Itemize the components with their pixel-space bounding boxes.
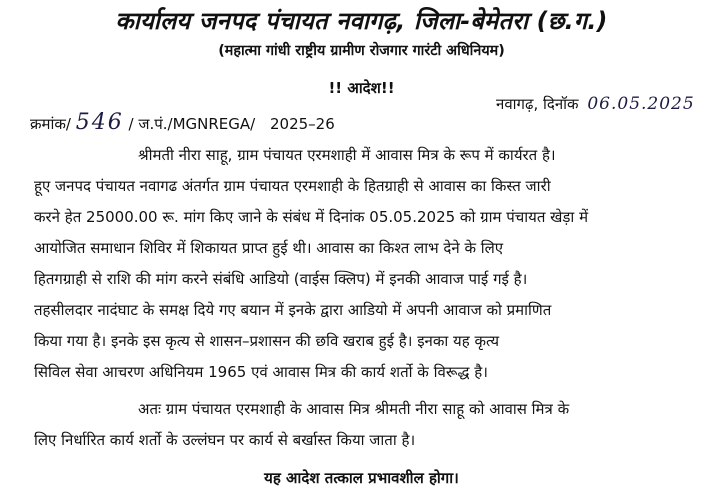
office-title: कार्यालय जनपद पंचायत नवागढ़, जिला-बेमेतरा (छ.ग.) bbox=[115, 7, 608, 35]
body-line: लिए निर्धारित कार्य शर्तो के उल्लंघन पर कार्य से बर्खास्त किया जाता है। bbox=[34, 431, 416, 449]
effective-notice: यह आदेश तत्काल प्रभावशील होगा। bbox=[264, 469, 459, 487]
reference-number-line bbox=[30, 110, 335, 135]
ref-year: 2025–26 bbox=[269, 115, 335, 133]
act-subtitle: (महात्मा गांधी राष्ट्रीय ग्रामीण रोजगार गारंटी अधिनियम) bbox=[218, 43, 505, 59]
order-heading: !! आदेश!! bbox=[328, 79, 395, 97]
body-line: अतः ग्राम पंचायत एरमशाही के आवास मित्र श्रीमती नीरा साहू को आवास मित्र के bbox=[138, 400, 570, 418]
body-line: सिविल सेवा आचरण अधिनियम 1965 एवं आवास मित्र की कार्य शर्तो के विरूद्ध है। bbox=[34, 363, 488, 381]
body-line: किया गया है। इनके इस कृत्य से शासन–प्रशासन की छवि खराब हुई है। इनका यह कृत्य bbox=[34, 332, 500, 350]
place-date-line bbox=[496, 94, 695, 114]
place-date-label: नवागढ़, दिनॉक bbox=[496, 95, 579, 113]
body-line: तहसीलदार नादंघाट के समक्ष दिये गए बयान में इनके द्वारा आडियो में अपनी आवाज को प्रमाणित bbox=[34, 301, 552, 319]
body-line: श्रीमती नीरा साहू, ग्राम पंचायत एरमशाही में आवास मित्र के रूप में कार्यरत है। bbox=[138, 146, 556, 164]
body-line: करने हेत 25000.00 रू. मांग किए जाने के संबंध में दिनांक 05.05.2025 को ग्राम पंचायत खेड़ा में bbox=[34, 208, 589, 226]
order-date-handwritten: 06.05.2025 bbox=[587, 94, 695, 114]
ref-number-handwritten: 546 bbox=[75, 110, 124, 135]
body-line: हूए जनपद पंचायत नवागढ अंतर्गत ग्राम पंचायत एरमशाही के हितग्राही से आवास का किस्त जारी bbox=[34, 177, 551, 195]
body-line: आयोजित समाधान शिविर में शिकायत प्राप्त हुई थी। आवास का किश्त लाभ देने के लिए bbox=[34, 239, 504, 257]
ref-middle: / ज.पं./MGNREGA/ bbox=[128, 115, 256, 133]
ref-prefix: क्रमांक/ bbox=[30, 115, 71, 133]
body-line: हितगग्राही से राशि की मांग करने संबंधि आडियो (वाईस क्लिप) में इनकी आवाज पाई गई है। bbox=[34, 270, 528, 288]
